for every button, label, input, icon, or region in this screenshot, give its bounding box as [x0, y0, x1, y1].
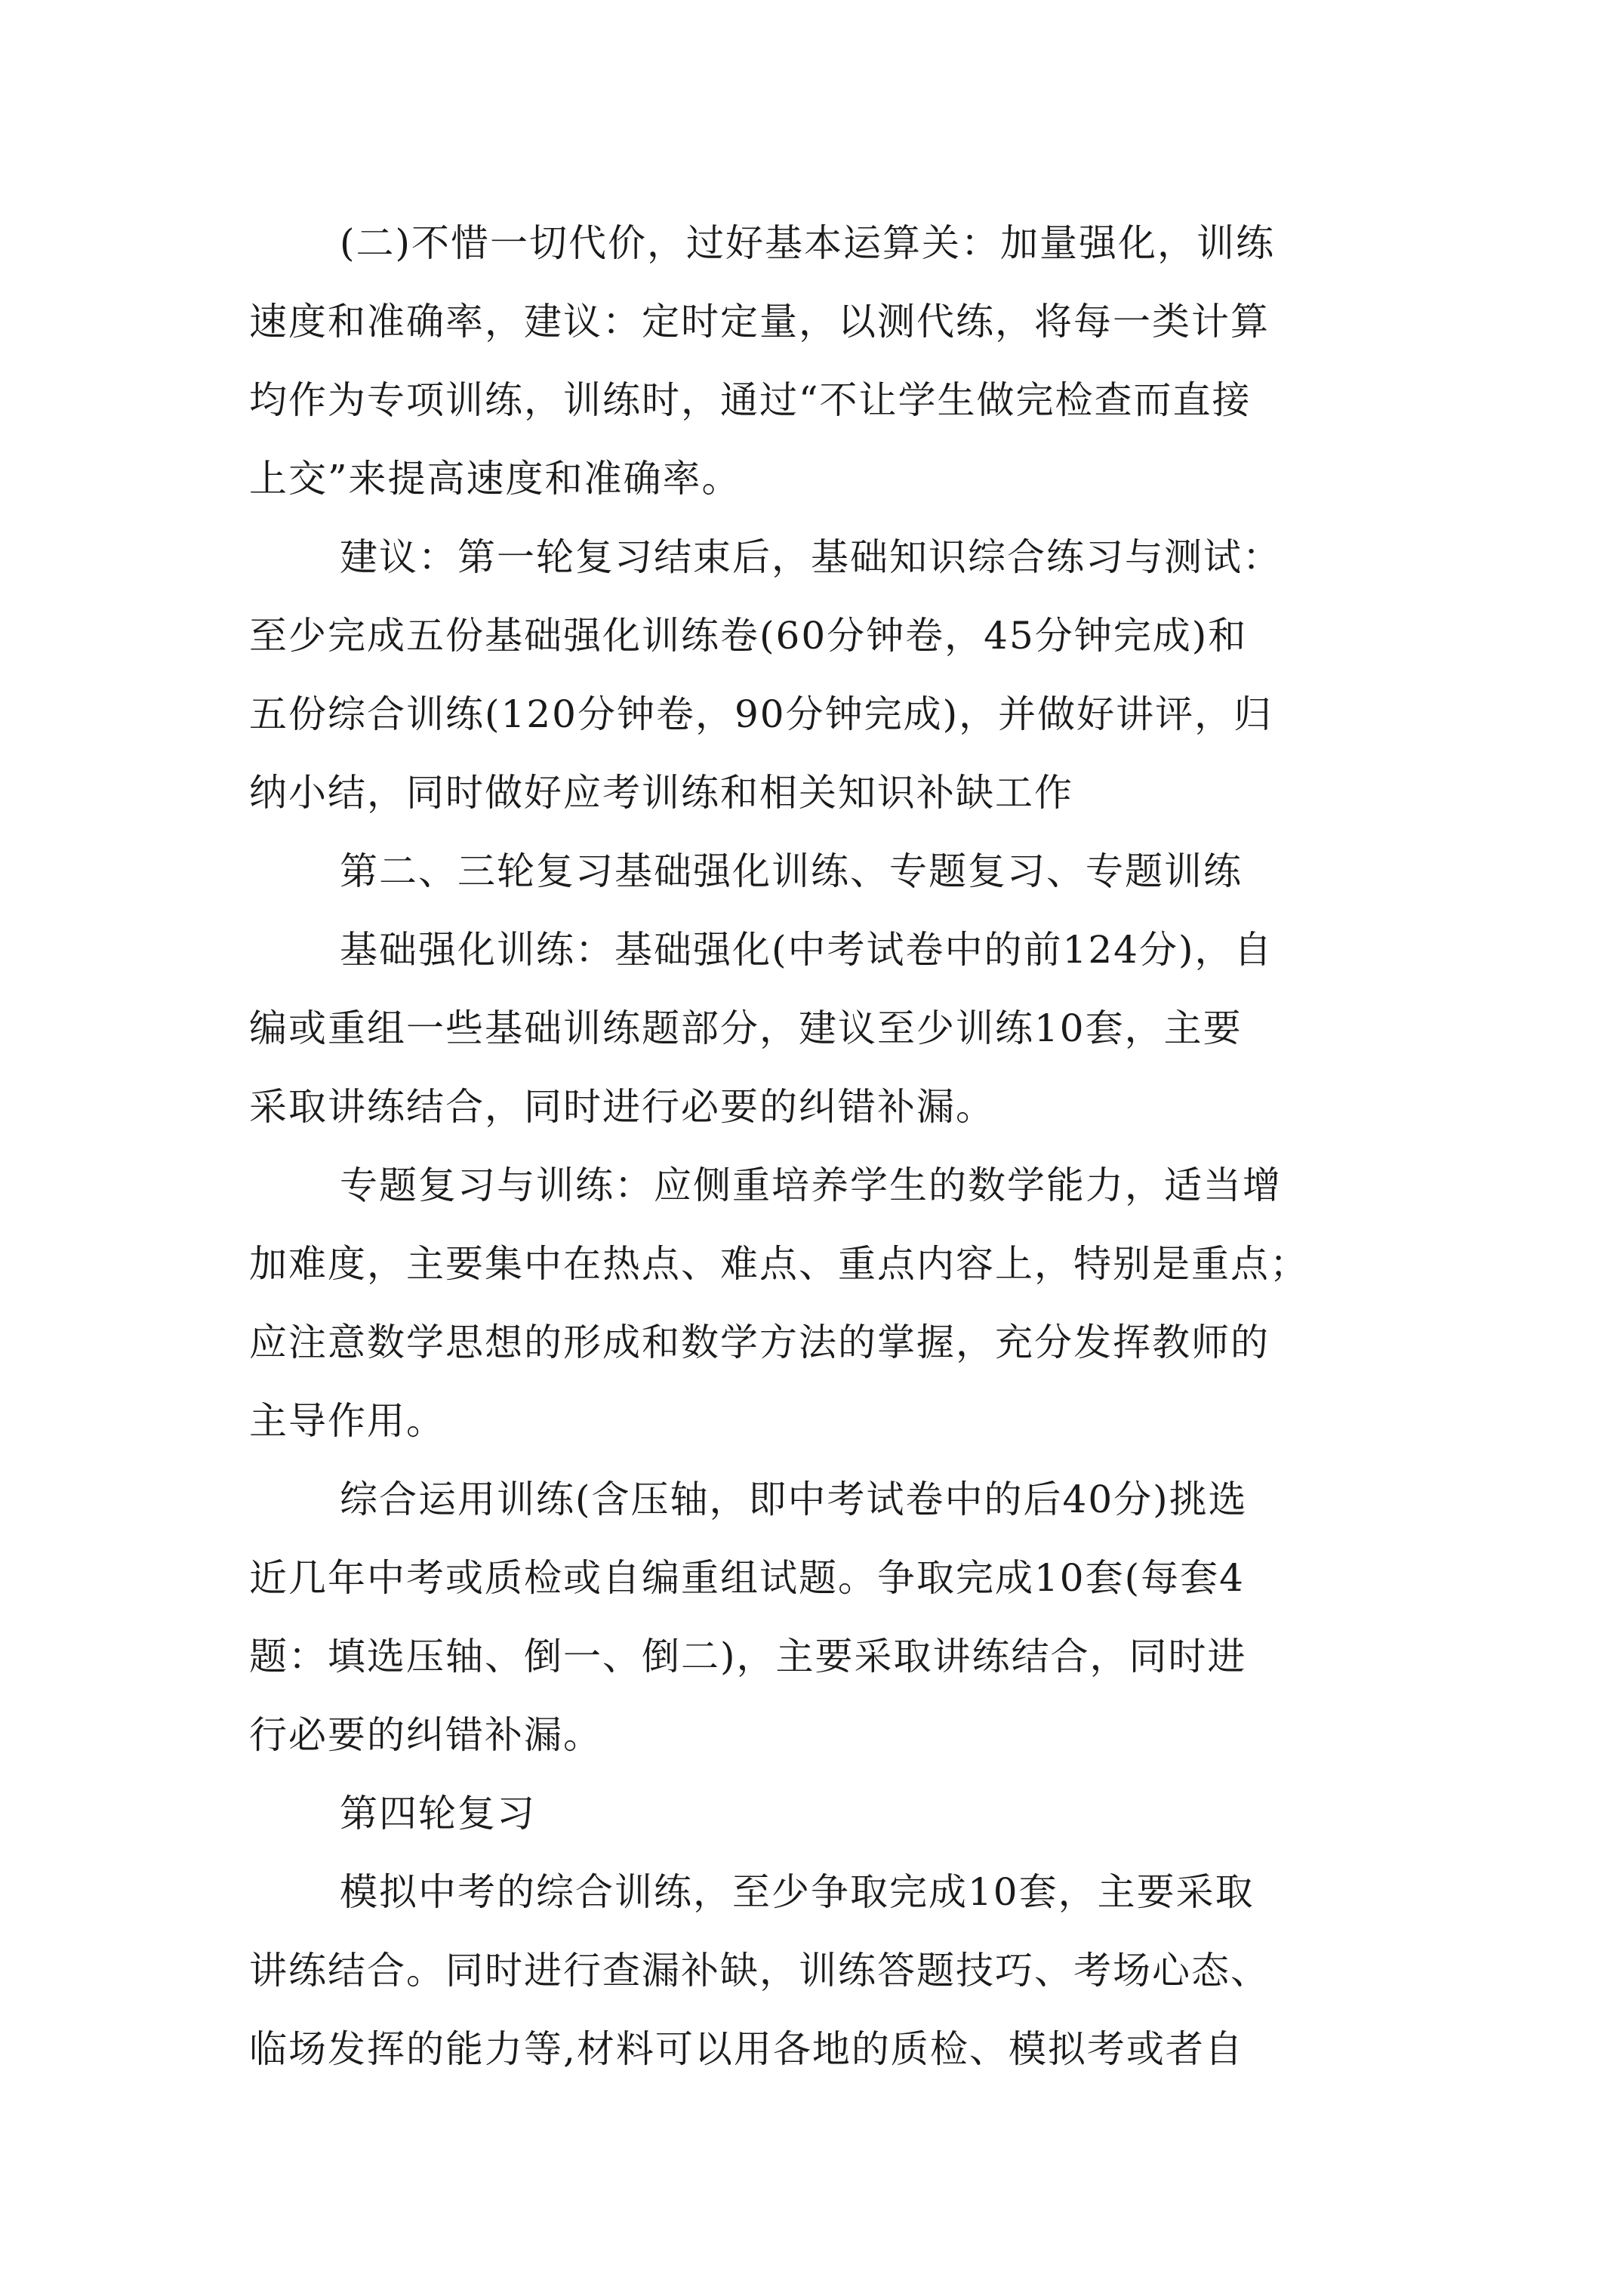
text-line: 上交”来提高速度和准确率。: [249, 457, 741, 501]
text-line: 第四轮复习: [340, 1792, 536, 1835]
text-line: 采取讲练结合，同时进行必要的纠错补漏。: [249, 1085, 995, 1129]
text-line: 题：填选压轴、倒一、倒二)，主要采取讲练结合，同时进: [249, 1635, 1247, 1678]
text-line: 速度和准确率，建议：定时定量，以测代练，将每一类计算: [249, 300, 1270, 344]
text-line: 五份综合训练(120分钟卷，90分钟完成)，并做好讲评，归: [249, 692, 1273, 736]
text-line: 加难度，主要集中在热点、难点、重点内容上，特别是重点；: [249, 1242, 1309, 1286]
text-line: 编或重组一些基础训练题部分，建议至少训练10套，主要: [249, 1006, 1243, 1050]
text-line: 综合运用训练(含压轴，即中考试卷中的后40分)挑选: [340, 1478, 1248, 1521]
text-line: 近几年中考或质检或自编重组试题。争取完成10套(每套4: [249, 1556, 1245, 1600]
text-line: 第二、三轮复习基础强化训练、专题复习、专题训练: [340, 849, 1243, 893]
text-line: 临场发挥的能力等,材料可以用各地的质检、模拟考或者自: [249, 2027, 1244, 2071]
text-line: 专题复习与训练：应侧重培养学生的数学能力，适当增: [340, 1163, 1282, 1207]
text-line: (二)不惜一切代价，过好基本运算关：加量强化，训练: [340, 221, 1276, 265]
text-line: 建议：第一轮复习结束后，基础知识综合练习与测试：: [340, 535, 1282, 579]
text-line: 主导作用。: [249, 1399, 445, 1443]
body-text: [249, 204, 1381, 2088]
text-line: 应注意数学思想的形成和数学方法的掌握，充分发挥教师的: [249, 1321, 1270, 1364]
text-line: 至少完成五份基础强化训练卷(60分钟卷，45分钟完成)和: [249, 614, 1248, 658]
text-line: 模拟中考的综合训练，至少争取完成10套，主要采取: [340, 1870, 1255, 1914]
text-line: 纳小结，同时做好应考训练和相关知识补缺工作: [249, 771, 1073, 815]
text-line: 均作为专项训练，训练时，通过“不让学生做完检查而直接: [249, 378, 1252, 422]
text-line: 行必要的纠错补漏。: [249, 1713, 602, 1757]
text-line: 基础强化训练：基础强化(中考试卷中的前124分)，自: [340, 928, 1273, 972]
text-line: 讲练结合。同时进行查漏补缺，训练答题技巧、考场心态、: [249, 1949, 1270, 1992]
